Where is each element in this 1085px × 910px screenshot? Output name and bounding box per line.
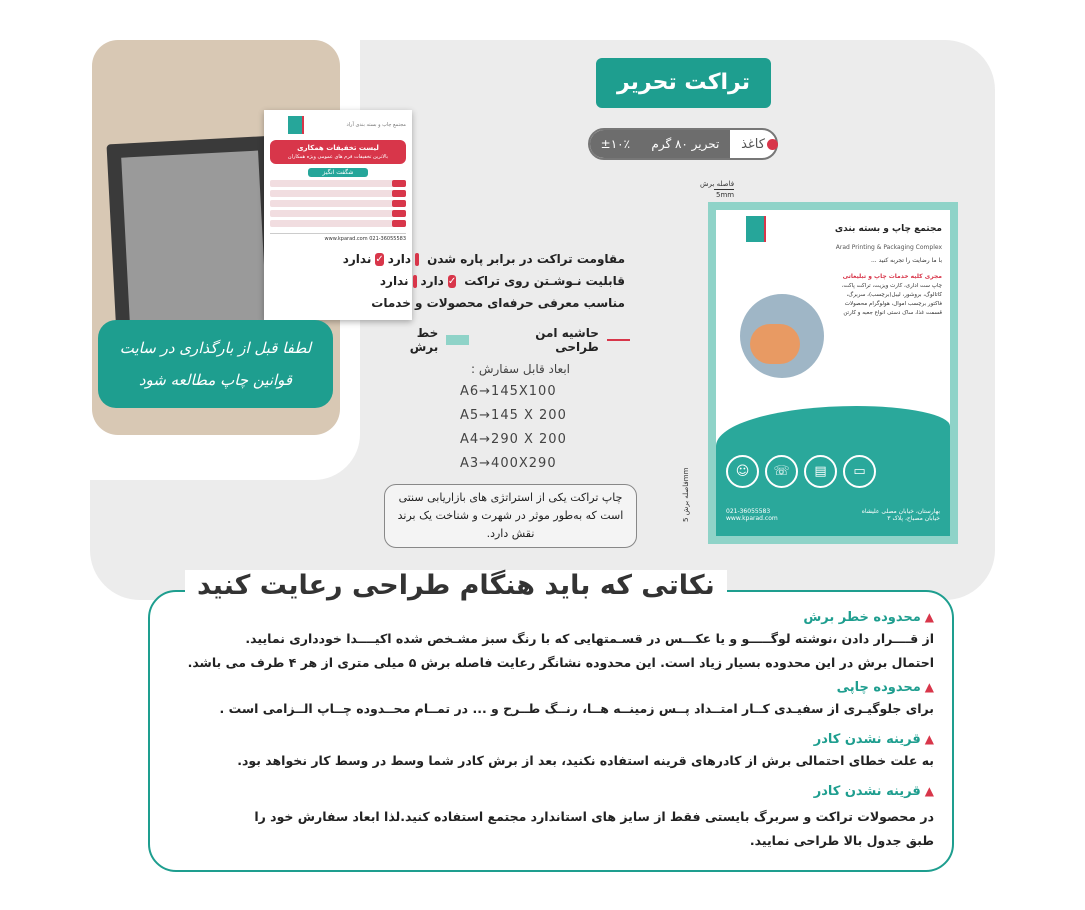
rule-text: در محصولات تراکت و سربرگ بایستی فقط از سایز های استاندارد مجتمع استفاده کنید.لذا ابعاد سفارش خود را [254, 809, 934, 824]
flyer-icons [726, 455, 876, 488]
mini-poster-red-sub: بالاترین تخفیفات فرم های عمومی ویژه همکاران [287, 154, 389, 160]
notice-line-1: لطفا قبل از بارگذاری در سایت [119, 339, 312, 357]
mini-poster-header: مجتمع چاپ و بسته بندی آراد [346, 122, 406, 128]
print-rules-notice [98, 320, 333, 408]
rule-text: برای جلوگیـری از سفیـدی کــار امتــداد پــس زمینــه هــا، رنــگ طــرح و ... در تمــام محــدوده چــاپ الــزامی است . [219, 701, 934, 716]
checkbox-empty-icon [415, 253, 419, 266]
rule-heading: ▲ قرینه نشدن کادر [813, 783, 934, 799]
safe-margin-line-icon [607, 339, 630, 341]
design-rules-box [148, 590, 954, 872]
sample-flyer [708, 202, 958, 544]
flyer-services-text: چاپ ست اداری، کارت ویزیت، تراکت پاکت، کاتالوگ، بروشور، لیبل(برچسب)، سربرگ، فاکتور برچسب اموال، هولوگرام محصولات قسمت غذا، ساک دستی انواع جعبه و کارتن [841, 283, 942, 316]
rule-text: طبق جدول بالا طراحی نمایید. [749, 833, 934, 848]
flyer-contact [726, 508, 940, 522]
feature-yes: دارد [387, 252, 412, 266]
cut-distance-label: فاصله برش [700, 180, 735, 188]
feature-list [342, 248, 625, 314]
cut-distance-side: فاصله برش 5mm [682, 467, 690, 522]
flyer-address: بهارستان، خیابان مصلی علیشاه خیابان مصباح، پلاک ۳ [861, 508, 940, 522]
rule-text: احتمال برش در این محدوده بسیار زیاد است. این محدوده نشانگر رعایت فاصله برش ۵ میلی متری از هر ۴ طرف می باشد. [187, 655, 934, 670]
feature-yes: دارد [420, 274, 444, 288]
feature-row [342, 248, 625, 270]
mini-poster-red-box [270, 140, 406, 164]
flyer-subtitle: Arad Printing & Packaging Complex [835, 244, 942, 251]
mini-poster-tag: شگفت انگیز [308, 168, 368, 177]
rule-heading: ▲ محدوده خطر برش [803, 609, 934, 625]
checkbox-empty-icon [413, 275, 417, 288]
warning-icon: ▲ [924, 784, 934, 798]
notice-line-2: قوانین چاپ مطالعه شود [138, 371, 293, 389]
arad-logo-icon [270, 116, 304, 134]
product-title: تراکت تحریر [596, 58, 771, 108]
warning-icon: ▲ [924, 732, 934, 746]
flyer-photo [736, 290, 828, 382]
warning-icon: ▲ [924, 680, 934, 694]
sizes-heading: ابعاد قابل سفارش : [471, 362, 570, 376]
red-dot-icon [767, 139, 778, 150]
mini-poster-footer [270, 233, 406, 242]
printer-icon: ▤ [804, 455, 837, 488]
arad-logo-icon [724, 216, 766, 242]
safe-margin-label: حاشیه امن طراحی [535, 326, 599, 354]
warning-icon: ▲ [924, 610, 934, 624]
rule-heading: ▲ قرینه نشدن کادر [813, 731, 934, 747]
feature-no: ندارد [379, 274, 409, 288]
mini-poster-site: www.kparad.com [324, 236, 368, 242]
mini-poster-red-title: لیست تخفیفات همکاری [297, 144, 379, 152]
paper-value-box [590, 130, 730, 158]
size-row: A5→145 X 200 [460, 408, 567, 423]
phone-icon: ☏ [765, 455, 798, 488]
rule-text: به علت خطای احتمالی برش از کادرهای قرینه استفاده نکنید، بعد از برش کادر شما وسط در وسط کار نخواهد بود. [237, 753, 934, 768]
feature-no: ندارد [342, 252, 372, 266]
flyer-tagline: با ما رضایت را تجربه کنید ... [870, 257, 942, 264]
cut-line-swatch-icon [446, 335, 469, 345]
paper-tolerance: ±۱۰٪ [600, 137, 631, 151]
feature-row [371, 292, 625, 314]
person-icon: ☺ [726, 455, 759, 488]
paper-spec-pill [588, 128, 778, 160]
flyer-website: www.kparad.com [726, 515, 778, 522]
flyer-services-title: مجری کلیه خدمات چاپ و تبلیغاتی [842, 273, 942, 280]
feature-text: مناسب معرفی حرفه‌ای محصولات و خدمات [371, 296, 625, 310]
paper-value: تحریر ۸۰ گرم [651, 137, 720, 151]
feature-text: مقاومت تراکت در برابر پاره شدن [427, 252, 625, 266]
legend [390, 326, 630, 354]
feature-text: قابلیت نـوشـتن روی تراکت [464, 274, 625, 288]
monitor-icon: ▭ [843, 455, 876, 488]
mini-poster-rows [270, 180, 406, 227]
mini-poster-phone: 021-36055583 [369, 236, 406, 242]
flyer-title: مجتمع چاپ و بسته بندی [834, 224, 942, 234]
cut-distance-top [700, 180, 734, 199]
size-row: A6→145X100 [460, 384, 557, 399]
size-row: A3→400X290 [460, 456, 557, 471]
cut-distance-mm: 5mm [715, 191, 735, 199]
check-icon: ✓ [375, 253, 384, 265]
feature-row [379, 270, 625, 292]
size-row: A4→290 X 200 [460, 432, 567, 447]
description-box: چاپ تراکت یکی از استراتژی های بازاریابی سنتی است که به‌طور موثر در شهرت و شناخت یک برند نقش دارد. [384, 484, 637, 548]
flyer-services [832, 272, 942, 318]
cut-line-label: خط برش [409, 326, 439, 354]
rules-title: نکاتی که باید هنگام طراحی رعایت کنید [185, 570, 727, 601]
size-list [460, 362, 570, 480]
flyer-phone: 021-36055583 [726, 508, 771, 515]
check-icon: ✓ [447, 275, 457, 287]
rule-text: از قــــرار دادن ،نوشته لوگـــــو و یا عکـــس در قسـمتهایی که با رنگ سبز مشـخص شده اکیــــدا خودداری نمایید. [245, 631, 934, 646]
rule-heading: ▲ محدوده چاپی [836, 679, 934, 695]
paper-label: کاغذ [741, 136, 765, 152]
